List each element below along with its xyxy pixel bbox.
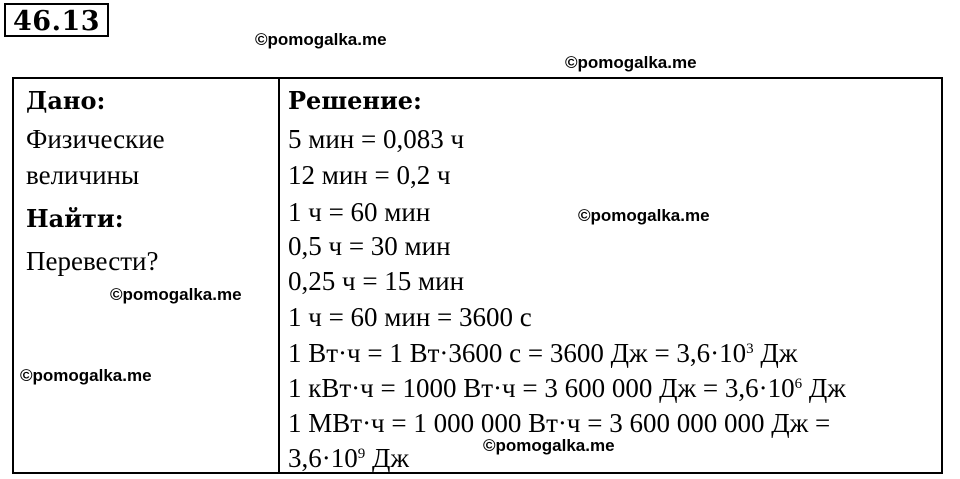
given-heading: Дано: [26,86,106,115]
find-question: Перевести? [26,246,159,276]
solution-line-10-exponent: 9 [357,446,366,462]
watermark: ©pomogalka.me [20,366,152,385]
find-heading: Найти: [26,204,124,233]
solution-line-8-exponent: 6 [794,376,803,392]
solution-heading: Решение: [288,86,422,115]
watermark: ©pomogalka.me [483,436,615,455]
given-quantity-line-1: Физические [26,124,165,154]
solution-line-5: 0,25 ч = 15 мин [288,266,465,296]
given-quantity-line-2: величины [26,160,140,190]
solution-line-4: 0,5 ч = 30 мин [288,231,451,261]
solution-line-10-base: 3,6·10 [288,443,358,473]
solution-line-8-base: 1 кВт·ч = 1000 Вт·ч = 3 600 000 Дж = 3,6·10 [288,373,795,403]
solution-line-1: 5 мин = 0,083 ч [288,124,465,154]
solution-line-7-exponent: 3 [746,341,754,357]
watermark: ©pomogalka.me [255,30,387,49]
column-divider [278,79,280,472]
solution-line-8-unit: Дж [802,373,846,403]
solution-line-8 [288,371,846,406]
solution-line-2: 12 мин = 0,2 ч [288,160,451,190]
solution-line-6: 1 ч = 60 мин = 3600 с [288,302,532,332]
solution-line-10-unit: Дж [365,443,410,473]
solution-line-3: 1 ч = 60 мин [288,197,431,227]
watermark: ©pomogalka.me [578,206,710,225]
solution-line-7-base: 1 Вт·ч = 1 Вт·3600 с = 3600 Дж = 3,6·10 [288,338,747,368]
solution-line-7 [288,336,797,371]
solution-line-7-unit: Дж [753,338,798,368]
solution-line-10 [288,441,409,476]
watermark: ©pomogalka.me [565,53,697,72]
solution-line-9: 1 МВт·ч = 1 000 000 Вт·ч = 3 600 000 000 Дж = [288,408,831,438]
watermark: ©pomogalka.me [110,285,242,304]
solution-table [12,77,943,474]
problem-number: 46.13 [4,3,109,37]
